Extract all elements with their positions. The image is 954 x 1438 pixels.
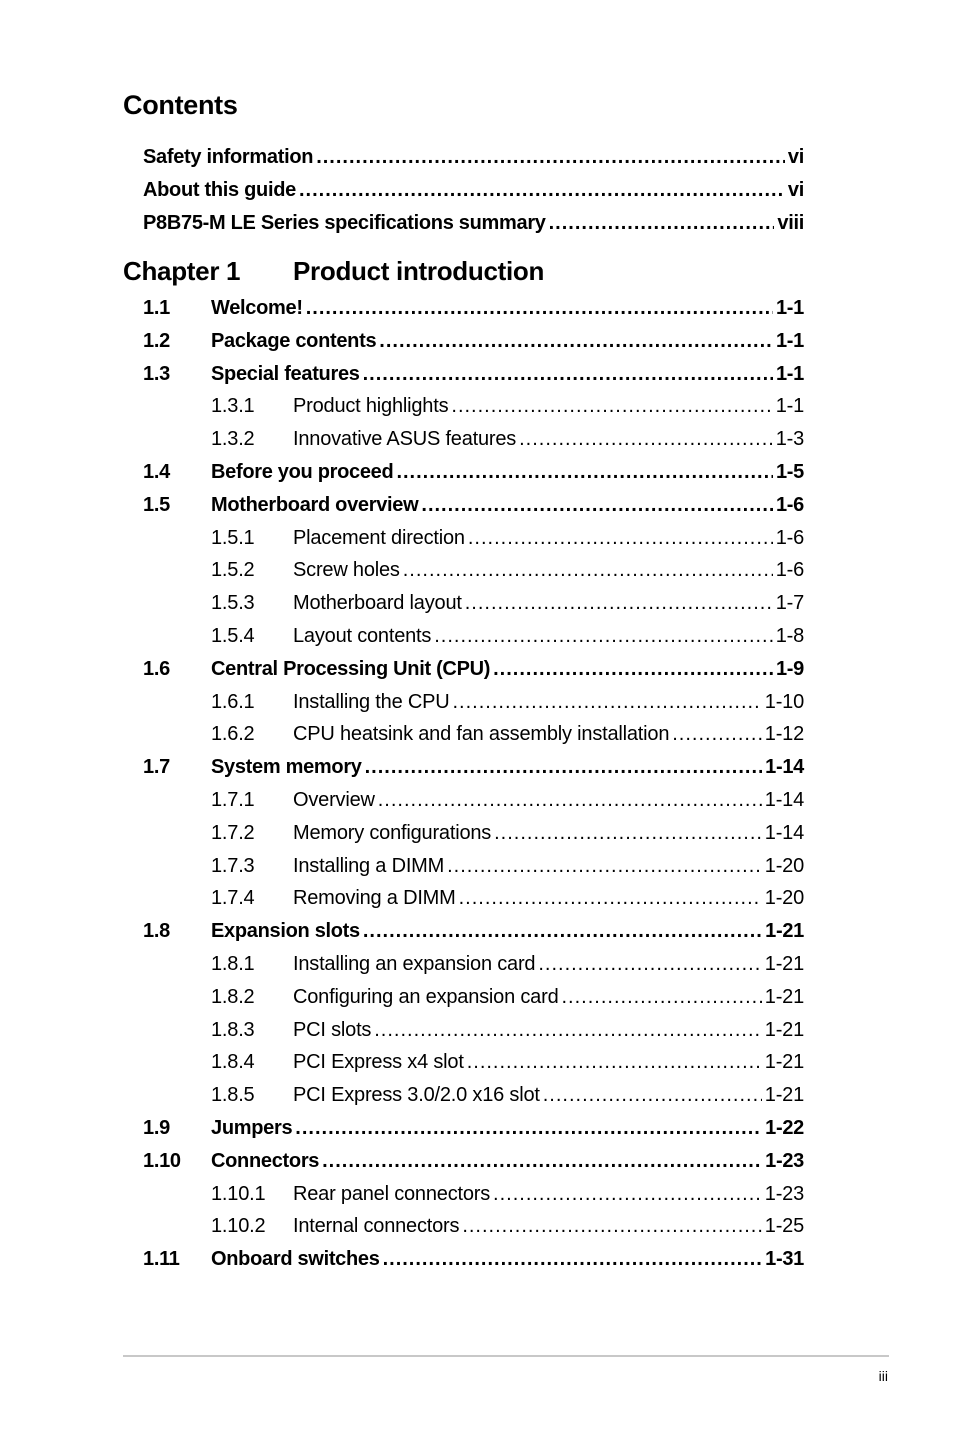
- toc-entry-label: Screw holes: [293, 559, 400, 581]
- dot-leader: [421, 493, 773, 517]
- chapter-heading: [123, 256, 544, 287]
- dot-leader: [403, 558, 773, 582]
- toc-entry[interactable]: [143, 558, 804, 582]
- dot-leader: [363, 919, 762, 943]
- toc-entry-label: Welcome!: [211, 297, 303, 319]
- toc-entry[interactable]: [143, 919, 804, 943]
- dot-leader: [493, 657, 773, 681]
- toc-entry[interactable]: [143, 788, 804, 812]
- toc-entry-label: Configuring an expansion card: [293, 986, 559, 1008]
- toc-entry-label: Memory configurations: [293, 822, 492, 844]
- dot-leader: [434, 624, 772, 648]
- toc-entry-label: Motherboard overview: [211, 494, 419, 516]
- toc-entry[interactable]: [143, 362, 804, 386]
- toc-entry-number: 1.3: [143, 363, 170, 385]
- toc-entry-page: 1-21: [764, 1051, 804, 1073]
- toc-entry-label: Safety information: [143, 146, 314, 168]
- toc-entry-number: 1.11: [143, 1248, 180, 1270]
- toc-entry-page: 1-3: [775, 428, 804, 450]
- toc-entry-page: 1-1: [775, 395, 804, 417]
- dot-leader: [363, 362, 773, 386]
- toc-entry[interactable]: [143, 493, 804, 517]
- toc-entry-number: 1.4: [143, 461, 170, 483]
- toc-entry-label: Placement direction: [293, 527, 465, 549]
- toc-entry-number: 1.2: [143, 330, 170, 352]
- toc-entry[interactable]: [143, 690, 804, 714]
- toc-entry-number: 1.5.3: [211, 592, 255, 614]
- toc-entry-label: Internal connectors: [293, 1215, 460, 1237]
- toc-entry[interactable]: [143, 526, 804, 550]
- toc-entry-page: vi: [787, 179, 804, 201]
- dot-leader: [396, 460, 773, 484]
- toc-entry-page: 1-7: [775, 592, 804, 614]
- toc-entry[interactable]: [143, 1247, 804, 1271]
- toc-entry[interactable]: [143, 657, 804, 681]
- toc-entry-label: Onboard switches: [211, 1248, 380, 1270]
- toc-entry-page: 1-22: [765, 1117, 804, 1139]
- toc-entry-number: 1.10: [143, 1150, 181, 1172]
- toc-entry[interactable]: [143, 1116, 804, 1140]
- dot-leader: [322, 1149, 762, 1173]
- toc-entry-number: 1.10.2: [211, 1215, 266, 1237]
- dot-leader: [447, 854, 762, 878]
- toc-entry-label: Special features: [211, 363, 360, 385]
- toc-entry-page: 1-6: [775, 527, 804, 549]
- toc-entry-page: 1-21: [764, 986, 804, 1008]
- toc-entry-label: Connectors: [211, 1150, 320, 1172]
- toc-entry-label: Product highlights: [293, 395, 449, 417]
- dot-leader: [462, 1214, 761, 1238]
- toc-entry-label: Expansion slots: [211, 920, 360, 942]
- dot-leader: [299, 178, 785, 202]
- toc-entry-page: 1-23: [765, 1150, 804, 1172]
- toc-entry-safety-information[interactable]: [143, 145, 804, 169]
- toc-entry[interactable]: [143, 821, 804, 845]
- dot-leader: [519, 427, 773, 451]
- toc-entry[interactable]: [143, 296, 804, 320]
- toc-entry-page: 1-10: [764, 691, 804, 713]
- toc-entry-page: 1-8: [775, 625, 804, 647]
- dot-leader: [316, 145, 785, 169]
- dot-leader: [378, 788, 762, 812]
- toc-entry-page: 1-1: [775, 330, 804, 352]
- toc-entry[interactable]: [143, 591, 804, 615]
- toc-entry-label: Before you proceed: [211, 461, 394, 483]
- toc-entry-number: 1.7: [143, 756, 170, 778]
- toc-entry[interactable]: [143, 624, 804, 648]
- toc-entry[interactable]: [143, 886, 804, 910]
- toc-entry-label: Overview: [293, 789, 375, 811]
- toc-entry-label: PCI Express 3.0/2.0 x16 slot: [293, 1084, 540, 1106]
- chapter-title: Product introduction: [293, 256, 545, 286]
- toc-entry-page: 1-14: [764, 822, 804, 844]
- dot-leader: [374, 1018, 762, 1042]
- toc-entry[interactable]: [143, 394, 804, 418]
- toc-entry-page: 1-6: [775, 559, 804, 581]
- toc-entry-number: 1.8.5: [211, 1084, 255, 1106]
- toc-entry-about-this-guide[interactable]: [143, 178, 804, 202]
- toc-entry-number: 1.7.4: [211, 887, 255, 909]
- toc-entry-number: 1.5.1: [211, 527, 255, 549]
- toc-entry-number: 1.8.4: [211, 1051, 255, 1073]
- dot-leader: [549, 211, 775, 235]
- dot-leader: [538, 952, 761, 976]
- toc-entry-page: 1-21: [764, 953, 804, 975]
- toc-entry[interactable]: [143, 755, 804, 779]
- dot-leader: [459, 886, 762, 910]
- toc-entry-label: Jumpers: [211, 1117, 293, 1139]
- toc-entry-page: 1-9: [775, 658, 804, 680]
- toc-entry-label: P8B75-M LE Series specifications summary: [143, 212, 546, 234]
- toc-entry-page: 1-21: [764, 1019, 804, 1041]
- dot-leader: [465, 591, 773, 615]
- toc-entry-number: 1.5.2: [211, 559, 255, 581]
- toc-entry-page: vi: [787, 146, 804, 168]
- toc-entry-label: Package contents: [211, 330, 377, 352]
- toc-entry-number: 1.8.2: [211, 986, 255, 1008]
- page-number: iii: [878, 1368, 888, 1384]
- toc-entry-page: viii: [777, 212, 804, 234]
- toc-entry-page: 1-14: [765, 756, 804, 778]
- toc-entry[interactable]: [143, 854, 804, 878]
- dot-leader: [562, 985, 762, 1009]
- toc-entry-label: PCI Express x4 slot: [293, 1051, 464, 1073]
- toc-entry-number: 1.6: [143, 658, 170, 680]
- footer-rule: [123, 1355, 889, 1357]
- toc-entry-label: Removing a DIMM: [293, 887, 456, 909]
- page-title: Contents: [123, 90, 238, 120]
- toc-entry-label: CPU heatsink and fan assembly installation: [293, 723, 670, 745]
- dot-leader: [295, 1116, 762, 1140]
- toc-entry[interactable]: [143, 1083, 804, 1107]
- toc-entry-label: PCI slots: [293, 1019, 372, 1041]
- toc-entry-number: 1.3.1: [211, 395, 255, 417]
- toc-entry-number: 1.1: [143, 297, 170, 319]
- toc-entry[interactable]: [143, 1149, 804, 1173]
- toc-entry-number: 1.7.3: [211, 855, 255, 877]
- toc-entry-number: 1.7.2: [211, 822, 255, 844]
- toc-entry-label: Installing the CPU: [293, 691, 450, 713]
- toc-entry-page: 1-20: [764, 855, 804, 877]
- dot-leader: [452, 690, 761, 714]
- toc-entry-page: 1-23: [764, 1183, 804, 1205]
- toc-entry-number: 1.7.1: [211, 789, 255, 811]
- toc-entry-label: Installing a DIMM: [293, 855, 445, 877]
- toc-entry-page: 1-21: [764, 1084, 804, 1106]
- toc-entry-number: 1.6.2: [211, 723, 255, 745]
- toc-entry-label: Motherboard layout: [293, 592, 462, 614]
- toc-entry-number: 1.5.4: [211, 625, 255, 647]
- dot-leader: [543, 1083, 762, 1107]
- toc-entry[interactable]: [143, 1214, 804, 1238]
- dot-leader: [468, 526, 773, 550]
- toc-entry-label: About this guide: [143, 179, 296, 201]
- toc-entry-specifications-summary[interactable]: [143, 211, 804, 235]
- dot-leader: [306, 296, 773, 320]
- dot-leader: [365, 755, 763, 779]
- toc-entry[interactable]: [143, 329, 804, 353]
- dot-leader: [467, 1050, 762, 1074]
- toc-entry-label: Installing an expansion card: [293, 953, 536, 975]
- toc-entry-number: 1.9: [143, 1117, 170, 1139]
- toc-entry-page: 1-25: [764, 1215, 804, 1237]
- dot-leader: [383, 1247, 763, 1271]
- toc-entry-page: 1-12: [764, 723, 804, 745]
- toc-entry-number: 1.8: [143, 920, 170, 942]
- toc-entry[interactable]: [143, 1182, 804, 1206]
- toc-entry-number: 1.5: [143, 494, 170, 516]
- toc-entry-label: Rear panel connectors: [293, 1183, 491, 1205]
- toc-entry-number: 1.10.1: [211, 1183, 266, 1205]
- toc-entry[interactable]: [143, 952, 804, 976]
- dot-leader: [493, 1182, 762, 1206]
- toc-entry-label: Central Processing Unit (CPU): [211, 658, 491, 680]
- toc-entry-label: Innovative ASUS features: [293, 428, 517, 450]
- toc-entry[interactable]: [143, 985, 804, 1009]
- toc-entry-page: 1-21: [765, 920, 804, 942]
- toc-entry-number: 1.8.1: [211, 953, 255, 975]
- toc-entry-page: 1-1: [775, 363, 804, 385]
- toc-entry-page: 1-14: [764, 789, 804, 811]
- dot-leader: [451, 394, 772, 418]
- dot-leader: [494, 821, 762, 845]
- dot-leader: [379, 329, 773, 353]
- toc-entry[interactable]: [143, 1018, 804, 1042]
- toc-entry-label: System memory: [211, 756, 362, 778]
- chapter-label: Chapter 1: [123, 256, 241, 286]
- toc-entry[interactable]: [143, 460, 804, 484]
- toc-entry-page: 1-31: [765, 1248, 804, 1270]
- toc-entry-page: 1-20: [764, 887, 804, 909]
- toc-entry-page: 1-5: [775, 461, 804, 483]
- toc-entry-number: 1.6.1: [211, 691, 255, 713]
- toc-entry-page: 1-1: [775, 297, 804, 319]
- dot-leader: [672, 722, 762, 746]
- toc-entry[interactable]: [143, 722, 804, 746]
- toc-entry[interactable]: [143, 1050, 804, 1074]
- toc-entry-label: Layout contents: [293, 625, 432, 647]
- toc-entry-number: 1.3.2: [211, 428, 255, 450]
- toc-entry[interactable]: [143, 427, 804, 451]
- toc-entry-number: 1.8.3: [211, 1019, 255, 1041]
- toc-entry-page: 1-6: [775, 494, 804, 516]
